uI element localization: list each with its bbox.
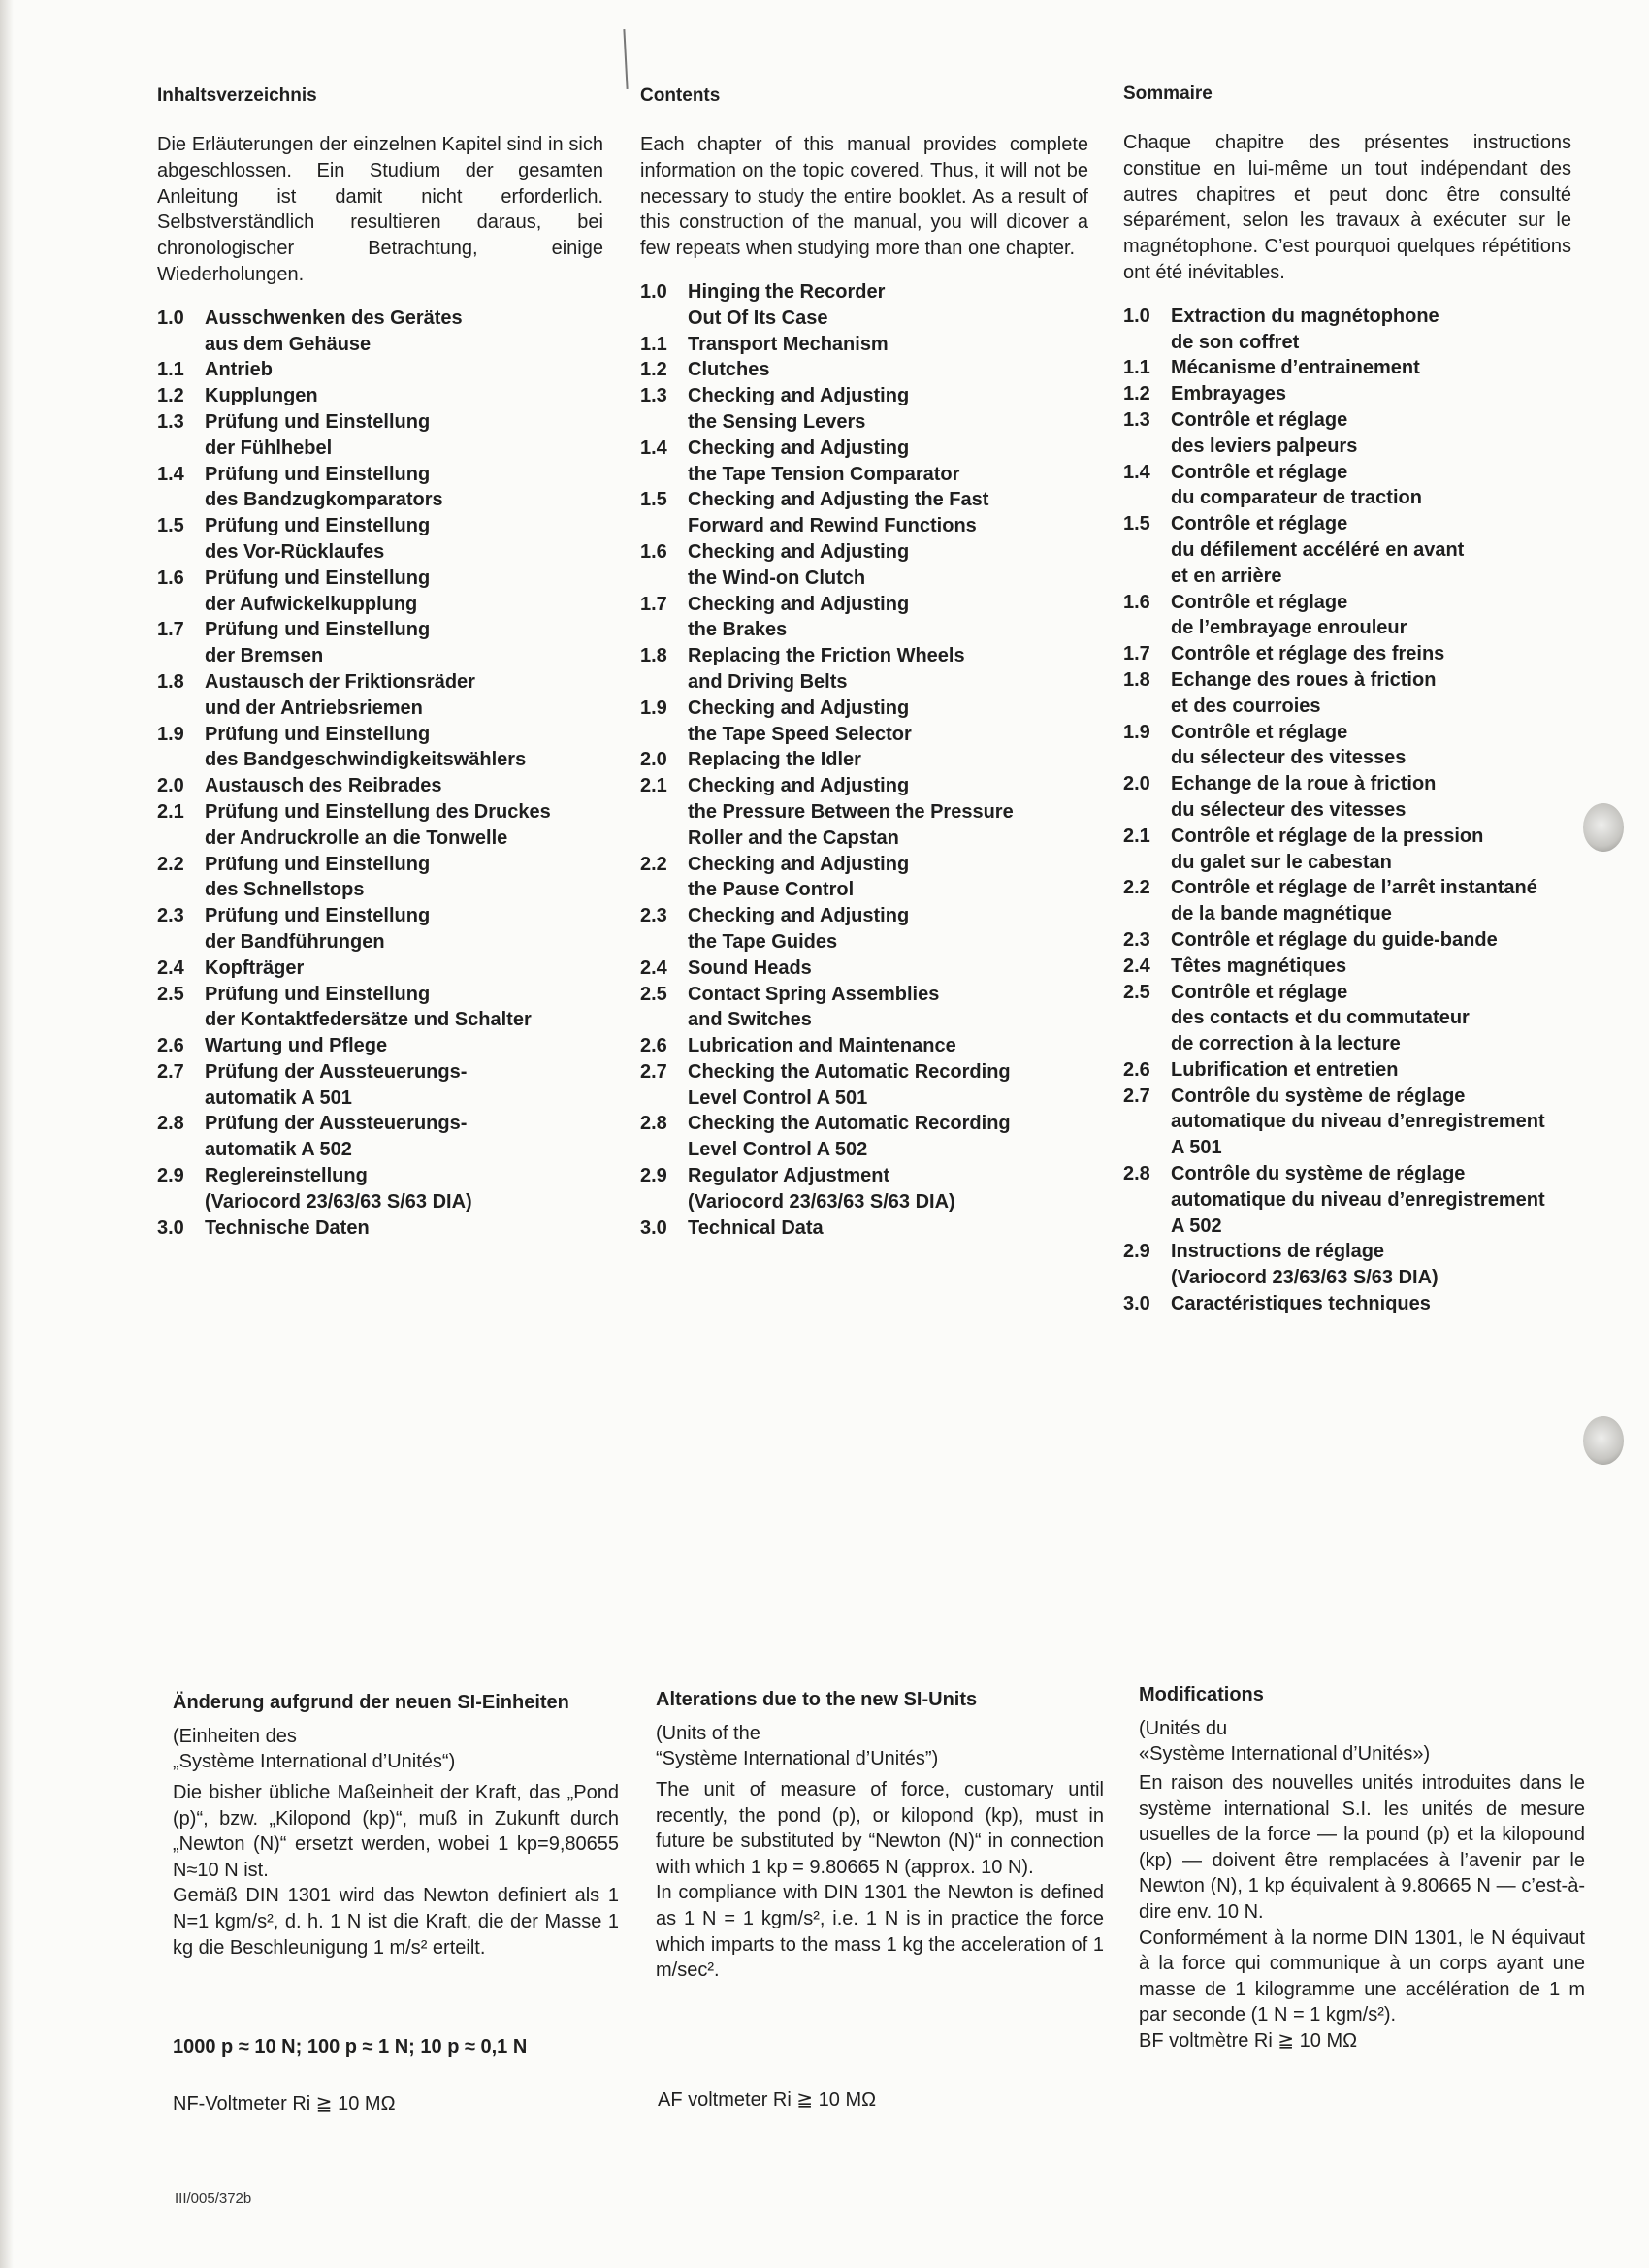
toc-item-number: 3.0 xyxy=(157,1216,184,1239)
toc-item-title: Reglereinstellung (Variocord 23/63/63 S/63 DIA) xyxy=(205,1165,472,1213)
toc-item-number: 2.6 xyxy=(157,1035,184,1057)
toc-item xyxy=(1123,875,1571,927)
toc-item xyxy=(1123,720,1571,772)
toc-column-fr xyxy=(1123,81,1571,1317)
toc-item-number: 1.6 xyxy=(640,540,667,563)
toc-item-number: 2.1 xyxy=(1123,825,1150,847)
toc-list-fr xyxy=(1123,304,1571,1317)
toc-item-title: Prüfung und Einstellung des Schnellstops xyxy=(205,853,431,901)
toc-item xyxy=(1123,590,1571,642)
toc-item xyxy=(640,1215,1088,1242)
toc-item-title: Prüfung und Einstellung der Bremsen xyxy=(205,619,431,667)
toc-item-title: Contrôle et réglage des contacts et du commutateur de correction à la lecture xyxy=(1171,981,1470,1055)
toc-item xyxy=(157,799,603,852)
toc-item xyxy=(1123,355,1571,381)
toc-item-title: Contrôle et réglage du sélecteur des vitesses xyxy=(1171,721,1406,769)
toc-item xyxy=(157,956,603,982)
toc-item-number: 1.6 xyxy=(157,567,184,589)
toc-item xyxy=(1123,667,1571,720)
toc-item xyxy=(157,566,603,618)
toc-item xyxy=(157,409,603,462)
toc-item xyxy=(157,669,603,722)
toc-item xyxy=(1123,954,1571,980)
toc-item-number: 1.3 xyxy=(1123,408,1150,431)
toc-item xyxy=(157,462,603,514)
toc-item-title: Checking and Adjusting the Tape Guides xyxy=(688,905,910,953)
toc-item-number: 1.1 xyxy=(157,359,184,381)
toc-item-title: Clutches xyxy=(688,359,770,381)
toc-item-title: Contrôle et réglage de l’arrêt instantané de la bande magnétique xyxy=(1171,877,1537,925)
toc-item-title: Contrôle et réglage de l’embrayage enrouleur xyxy=(1171,591,1407,639)
toc-item-title: Kopfträger xyxy=(205,956,305,979)
toc-item xyxy=(640,592,1088,644)
toc-item-number: 2.6 xyxy=(1123,1058,1150,1081)
toc-item-title: Checking and Adjusting the Tape Speed Selector xyxy=(688,697,912,745)
toc-item xyxy=(157,773,603,799)
toc-item-number: 2.2 xyxy=(157,853,184,875)
toc-item xyxy=(640,1033,1088,1059)
toc-item-number: 1.8 xyxy=(1123,668,1150,691)
toc-item xyxy=(640,436,1088,488)
toc-item xyxy=(640,539,1088,592)
toc-item xyxy=(157,513,603,566)
toc-item xyxy=(1123,407,1571,460)
toc-heading-fr: Sommaire xyxy=(1123,83,1212,104)
toc-item-number: 1.2 xyxy=(1123,383,1150,405)
toc-item-number: 2.0 xyxy=(640,749,667,771)
toc-item-title: Prüfung und Einstellung des Bandgeschwindigkeitswählers xyxy=(205,723,527,771)
toc-item-number: 2.8 xyxy=(640,1113,667,1135)
toc-item xyxy=(1123,927,1571,954)
si-title-fr: Modifications xyxy=(1139,1684,1264,1705)
toc-item-title: Checking and Adjusting the Fast Forward and Rewind Functions xyxy=(688,489,989,537)
toc-item-title: Prüfung und Einstellung des Bandzugkomparators xyxy=(205,463,443,511)
toc-item xyxy=(1123,1239,1571,1291)
si-section-fr xyxy=(1139,1682,1585,2054)
toc-item-number: 1.7 xyxy=(1123,643,1150,665)
toc-item xyxy=(157,722,603,774)
toc-item-title: Echange de la roue à friction du sélecteur des vitesses xyxy=(1171,773,1437,821)
toc-list-en xyxy=(640,279,1088,1241)
toc-item-number: 1.0 xyxy=(640,280,667,303)
toc-item-title: Checking and Adjusting the Wind-on Clutch xyxy=(688,540,910,589)
toc-item-number: 3.0 xyxy=(1123,1293,1150,1315)
toc-item xyxy=(1123,1291,1571,1317)
toc-item xyxy=(1123,641,1571,667)
toc-item-title: Contrôle et réglage des freins xyxy=(1171,643,1445,665)
toc-item xyxy=(157,357,603,383)
si-body-de: Die bisher übliche Maßeinheit der Kraft, das „Pond (p)“, bzw. „Kilopond (kp)“, muß in Zukunft durch „Newton (N)“ ersetzt werden, wobei 1 kp=9,80655 N≈10 N ist. Gemäß DIN 1301 wird das Newton definiert als 1 N=1 kgm/s², d. h. 1 N ist die Kraft, die der Masse 1 kg die Beschleunigung 1 m/s² erteilt. xyxy=(173,1782,619,1959)
toc-item-number: 2.3 xyxy=(640,905,667,927)
toc-item xyxy=(640,982,1088,1034)
toc-item xyxy=(1123,1161,1571,1239)
voltmeter-de: NF-Voltmeter Ri ≧ 10 MΩ xyxy=(173,2093,396,2115)
toc-item-title: Prüfung und Einstellung der Fühlhebel xyxy=(205,410,431,459)
toc-item-title: Embrayages xyxy=(1171,383,1286,405)
toc-item-number: 2.9 xyxy=(640,1165,667,1187)
toc-column-en xyxy=(640,83,1088,1241)
toc-item xyxy=(157,1059,603,1112)
toc-item-number: 1.2 xyxy=(157,385,184,407)
toc-item-title: Contrôle et réglage des leviers palpeurs xyxy=(1171,408,1358,457)
toc-item xyxy=(1123,381,1571,407)
toc-heading-de: Inhaltsverzeichnis xyxy=(157,85,317,106)
toc-item-title: Checking and Adjusting the Pause Control xyxy=(688,853,910,901)
toc-item-title: Sound Heads xyxy=(688,956,812,979)
toc-item xyxy=(157,852,603,904)
toc-item-title: Contrôle du système de réglage automatique du niveau d’enregistrement A 502 xyxy=(1171,1163,1545,1237)
toc-item-title: Contrôle du système de réglage automatique du niveau d’enregistrement A 501 xyxy=(1171,1085,1545,1159)
si-section-en xyxy=(656,1687,1104,1984)
toc-item-title: Checking the Automatic Recording Level Control A 502 xyxy=(688,1113,1011,1161)
toc-item xyxy=(1123,1084,1571,1161)
toc-item xyxy=(640,487,1088,539)
toc-item-title: Technical Data xyxy=(688,1216,824,1239)
toc-item-number: 2.3 xyxy=(157,905,184,927)
toc-item xyxy=(157,1215,603,1242)
toc-item-number: 1.3 xyxy=(640,385,667,407)
toc-item-number: 2.7 xyxy=(157,1060,184,1083)
toc-item xyxy=(1123,304,1571,356)
toc-item-number: 1.4 xyxy=(157,463,184,485)
intro-paragraph-de: Die Erläuterungen der einzelnen Kapitel sind in sich abgeschlossen. Ein Studium der gesamten Anleitung ist damit nicht erforderlich. Selbstverständlich resultieren daraus, bei chronologischer Betrachtung, einige Wiederholungen. xyxy=(157,134,603,285)
toc-item-title: Technische Daten xyxy=(205,1216,370,1239)
toc-item-title: Wartung und Pflege xyxy=(205,1035,388,1057)
toc-item xyxy=(640,903,1088,956)
toc-item-number: 1.5 xyxy=(1123,513,1150,535)
toc-item-title: Regulator Adjustment (Variocord 23/63/63 S/63 DIA) xyxy=(688,1165,955,1213)
toc-item-title: Checking and Adjusting the Brakes xyxy=(688,593,910,641)
toc-item-title: Caractéristiques techniques xyxy=(1171,1293,1431,1315)
punch-hole-lower xyxy=(1583,1416,1624,1465)
punch-hole-upper xyxy=(1583,803,1624,852)
intro-paragraph-en: Each chapter of this manual provides complete information on the topic covered. Thus, it will not be necessary to study the entire booklet. As a result of this construction of the manual, you will dicover a few repeats when studying more than one chapter. xyxy=(640,134,1088,260)
toc-item-title: Contact Spring Assemblies and Switches xyxy=(688,983,940,1031)
toc-item-number: 2.5 xyxy=(1123,981,1150,1003)
toc-item-title: Checking the Automatic Recording Level Control A 501 xyxy=(688,1060,1011,1109)
toc-item-title: Lubrication and Maintenance xyxy=(688,1035,956,1057)
toc-item-number: 1.3 xyxy=(157,410,184,433)
toc-item-title: Transport Mechanism xyxy=(688,333,889,355)
toc-item-number: 1.1 xyxy=(640,333,667,355)
toc-item-number: 2.6 xyxy=(640,1035,667,1057)
toc-item-title: Mécanisme d’entrainement xyxy=(1171,357,1420,379)
toc-item xyxy=(1123,460,1571,512)
toc-item xyxy=(157,306,603,358)
toc-item xyxy=(157,1163,603,1215)
toc-item-number: 2.1 xyxy=(640,775,667,797)
toc-item-number: 1.6 xyxy=(1123,591,1150,613)
intro-paragraph-fr: Chaque chapitre des présentes instructions constitue en lui-même un tout indépendant des autres chapitres et peut donc être consulté séparément, selon les travaux à exécuter sur le magnétophone. C’est pourquoi quelques répétitions ont été inévitables. xyxy=(1123,132,1571,283)
si-section-de xyxy=(173,1690,619,1960)
toc-item-title: Checking and Adjusting the Sensing Levers xyxy=(688,385,910,433)
toc-item-title: Austausch der Friktionsräder und der Antriebsriemen xyxy=(205,670,475,719)
toc-item-title: Instructions de réglage (Variocord 23/63/63 S/63 DIA) xyxy=(1171,1241,1439,1289)
toc-item-number: 2.0 xyxy=(1123,773,1150,795)
toc-item-number: 1.9 xyxy=(157,723,184,745)
toc-item-number: 2.2 xyxy=(1123,877,1150,899)
document-code: III/005/372b xyxy=(175,2190,252,2207)
toc-item-title: Prüfung der Aussteuerungs- automatik A 502 xyxy=(205,1113,468,1161)
toc-item-number: 1.1 xyxy=(1123,357,1150,379)
toc-item-number: 2.5 xyxy=(157,983,184,1005)
toc-item xyxy=(157,903,603,956)
toc-item-title: Kupplungen xyxy=(205,385,318,407)
toc-item-number: 1.0 xyxy=(157,307,184,329)
toc-heading-en: Contents xyxy=(640,85,721,106)
toc-item-title: Checking and Adjusting the Pressure Between the Pressure Roller and the Capstan xyxy=(688,775,1014,849)
toc-item xyxy=(1123,824,1571,876)
toc-item-number: 2.0 xyxy=(157,775,184,797)
toc-item-title: Replacing the Friction Wheels and Driving Belts xyxy=(688,645,965,693)
toc-item-number: 1.8 xyxy=(157,670,184,693)
toc-item-title: Contrôle et réglage du défilement accéléré en avant et en arrière xyxy=(1171,513,1465,587)
toc-item xyxy=(640,1059,1088,1112)
toc-item-title: Prüfung und Einstellung der Kontaktfedersätze und Schalter xyxy=(205,983,532,1031)
toc-item-title: Echange des roues à friction et des courroies xyxy=(1171,668,1437,717)
toc-item-number: 2.7 xyxy=(1123,1085,1150,1107)
toc-item-number: 1.0 xyxy=(1123,305,1150,327)
toc-item xyxy=(640,747,1088,773)
toc-item xyxy=(640,1163,1088,1215)
toc-item-title: Checking and Adjusting the Tape Tension Comparator xyxy=(688,437,960,485)
toc-item xyxy=(640,956,1088,982)
toc-item-number: 2.9 xyxy=(1123,1241,1150,1263)
toc-list-de xyxy=(157,306,603,1242)
toc-item-number: 3.0 xyxy=(640,1216,667,1239)
toc-item-number: 2.4 xyxy=(157,956,184,979)
toc-item-number: 1.5 xyxy=(640,489,667,511)
toc-item-number: 2.4 xyxy=(1123,955,1150,977)
toc-item xyxy=(157,982,603,1034)
toc-item-number: 1.9 xyxy=(1123,721,1150,743)
toc-item-number: 1.4 xyxy=(640,437,667,459)
toc-item-title: Extraction du magnétophone de son coffret xyxy=(1171,305,1439,353)
toc-item xyxy=(157,1111,603,1163)
toc-item-number: 2.4 xyxy=(640,956,667,979)
toc-item-title: Lubrification et entretien xyxy=(1171,1058,1399,1081)
toc-item xyxy=(640,852,1088,904)
toc-item-number: 2.5 xyxy=(640,983,667,1005)
toc-item-number: 1.7 xyxy=(157,619,184,641)
toc-item xyxy=(640,643,1088,696)
toc-item xyxy=(640,279,1088,332)
fold-mark xyxy=(623,29,628,89)
toc-item-title: Replacing the Idler xyxy=(688,749,861,771)
toc-item xyxy=(1123,1057,1571,1084)
toc-item-title: Antrieb xyxy=(205,359,273,381)
force-conversion-formula: 1000 p ≈ 10 N; 100 p ≈ 1 N; 10 p ≈ 0,1 N xyxy=(173,2036,528,2057)
toc-item xyxy=(640,773,1088,851)
toc-item-title: Contrôle et réglage du comparateur de traction xyxy=(1171,461,1422,509)
toc-item xyxy=(157,383,603,409)
toc-item xyxy=(640,383,1088,436)
toc-item xyxy=(157,617,603,669)
toc-item-number: 2.3 xyxy=(1123,928,1150,951)
toc-item-number: 1.4 xyxy=(1123,461,1150,483)
toc-item-number: 1.9 xyxy=(640,697,667,719)
toc-item-number: 1.8 xyxy=(640,645,667,667)
si-title-de: Änderung aufgrund der neuen SI-Einheiten xyxy=(173,1692,569,1713)
toc-item-title: Ausschwenken des Gerätes aus dem Gehäuse xyxy=(205,307,463,355)
toc-item xyxy=(1123,511,1571,589)
toc-item xyxy=(640,332,1088,358)
si-body-fr: En raison des nouvelles unités introduites dans le système international S.I. les unités de mesure usuelles de la force — la pound (p) et la kilopound (kp) — doivent être remplacées à l’avenir par le Newton (N), 1 kp équivalent à 9.80665 N — c’est-à-dire env. 10 N. Conformément à la norme DIN 1301, le N équivaut à la force qui communique à un corps ayant une masse de 1 kilogramme une accélération de 1 m par seconde (1 N = 1 kgm/s²). xyxy=(1139,1772,1585,2026)
toc-item-title: Hinging the Recorder Out Of Its Case xyxy=(688,280,886,329)
voltmeter-en: AF voltmeter Ri ≧ 10 MΩ xyxy=(658,2090,877,2111)
si-subtitle-de: (Einheiten des „Système International d’Unités“) xyxy=(173,1726,456,1772)
toc-column-de xyxy=(157,83,603,1241)
toc-item-number: 2.8 xyxy=(157,1113,184,1135)
si-title-en: Alterations due to the new SI-Units xyxy=(656,1689,978,1710)
toc-item-title: Prüfung der Aussteuerungs- automatik A 501 xyxy=(205,1060,468,1109)
toc-item-title: Austausch des Reibrades xyxy=(205,775,442,797)
toc-item-number: 2.2 xyxy=(640,853,667,875)
toc-item-number: 1.5 xyxy=(157,515,184,537)
toc-item-number: 1.7 xyxy=(640,593,667,615)
toc-item-title: Prüfung und Einstellung der Bandführungen xyxy=(205,905,431,953)
toc-item-title: Prüfung und Einstellung der Aufwickelkupplung xyxy=(205,567,431,615)
si-subtitle-fr: (Unités du «Système International d’Unités») xyxy=(1139,1718,1431,1765)
toc-item-number: 2.8 xyxy=(1123,1163,1150,1185)
voltmeter-fr: BF voltmètre Ri ≧ 10 MΩ xyxy=(1139,2029,1358,2052)
page-edge xyxy=(0,0,14,2268)
toc-item xyxy=(1123,980,1571,1057)
toc-item-title: Prüfung und Einstellung des Druckes der Andruckrolle an die Tonwelle xyxy=(205,800,551,849)
toc-item-number: 2.9 xyxy=(157,1165,184,1187)
toc-item-title: Contrôle et réglage du guide-bande xyxy=(1171,928,1498,951)
toc-item-number: 1.2 xyxy=(640,359,667,381)
si-subtitle-en: (Units of the “Système International d’Unités”) xyxy=(656,1723,939,1769)
toc-item-number: 2.7 xyxy=(640,1060,667,1083)
si-body-en: The unit of measure of force, customary until recently, the pond (p), or kilopond (kp), must in future be substituted by “Newton (N)“ in connection with which 1 kp = 9.80665 N (approx. 10 N). In compliance with DIN 1301 the Newton is defined as 1 N = 1 kgm/s², i.e. 1 N is in practice the force which imparts to the mass 1 kg the acceleration of 1 m/sec². xyxy=(656,1779,1104,1982)
toc-item-title: Têtes magnétiques xyxy=(1171,955,1347,977)
toc-item xyxy=(640,696,1088,748)
toc-item xyxy=(640,357,1088,383)
toc-item-title: Contrôle et réglage de la pression du galet sur le cabestan xyxy=(1171,825,1484,873)
toc-item-number: 2.1 xyxy=(157,800,184,823)
toc-item-title: Prüfung und Einstellung des Vor-Rücklaufes xyxy=(205,515,431,563)
toc-item xyxy=(640,1111,1088,1163)
toc-item xyxy=(1123,771,1571,824)
toc-item xyxy=(157,1033,603,1059)
